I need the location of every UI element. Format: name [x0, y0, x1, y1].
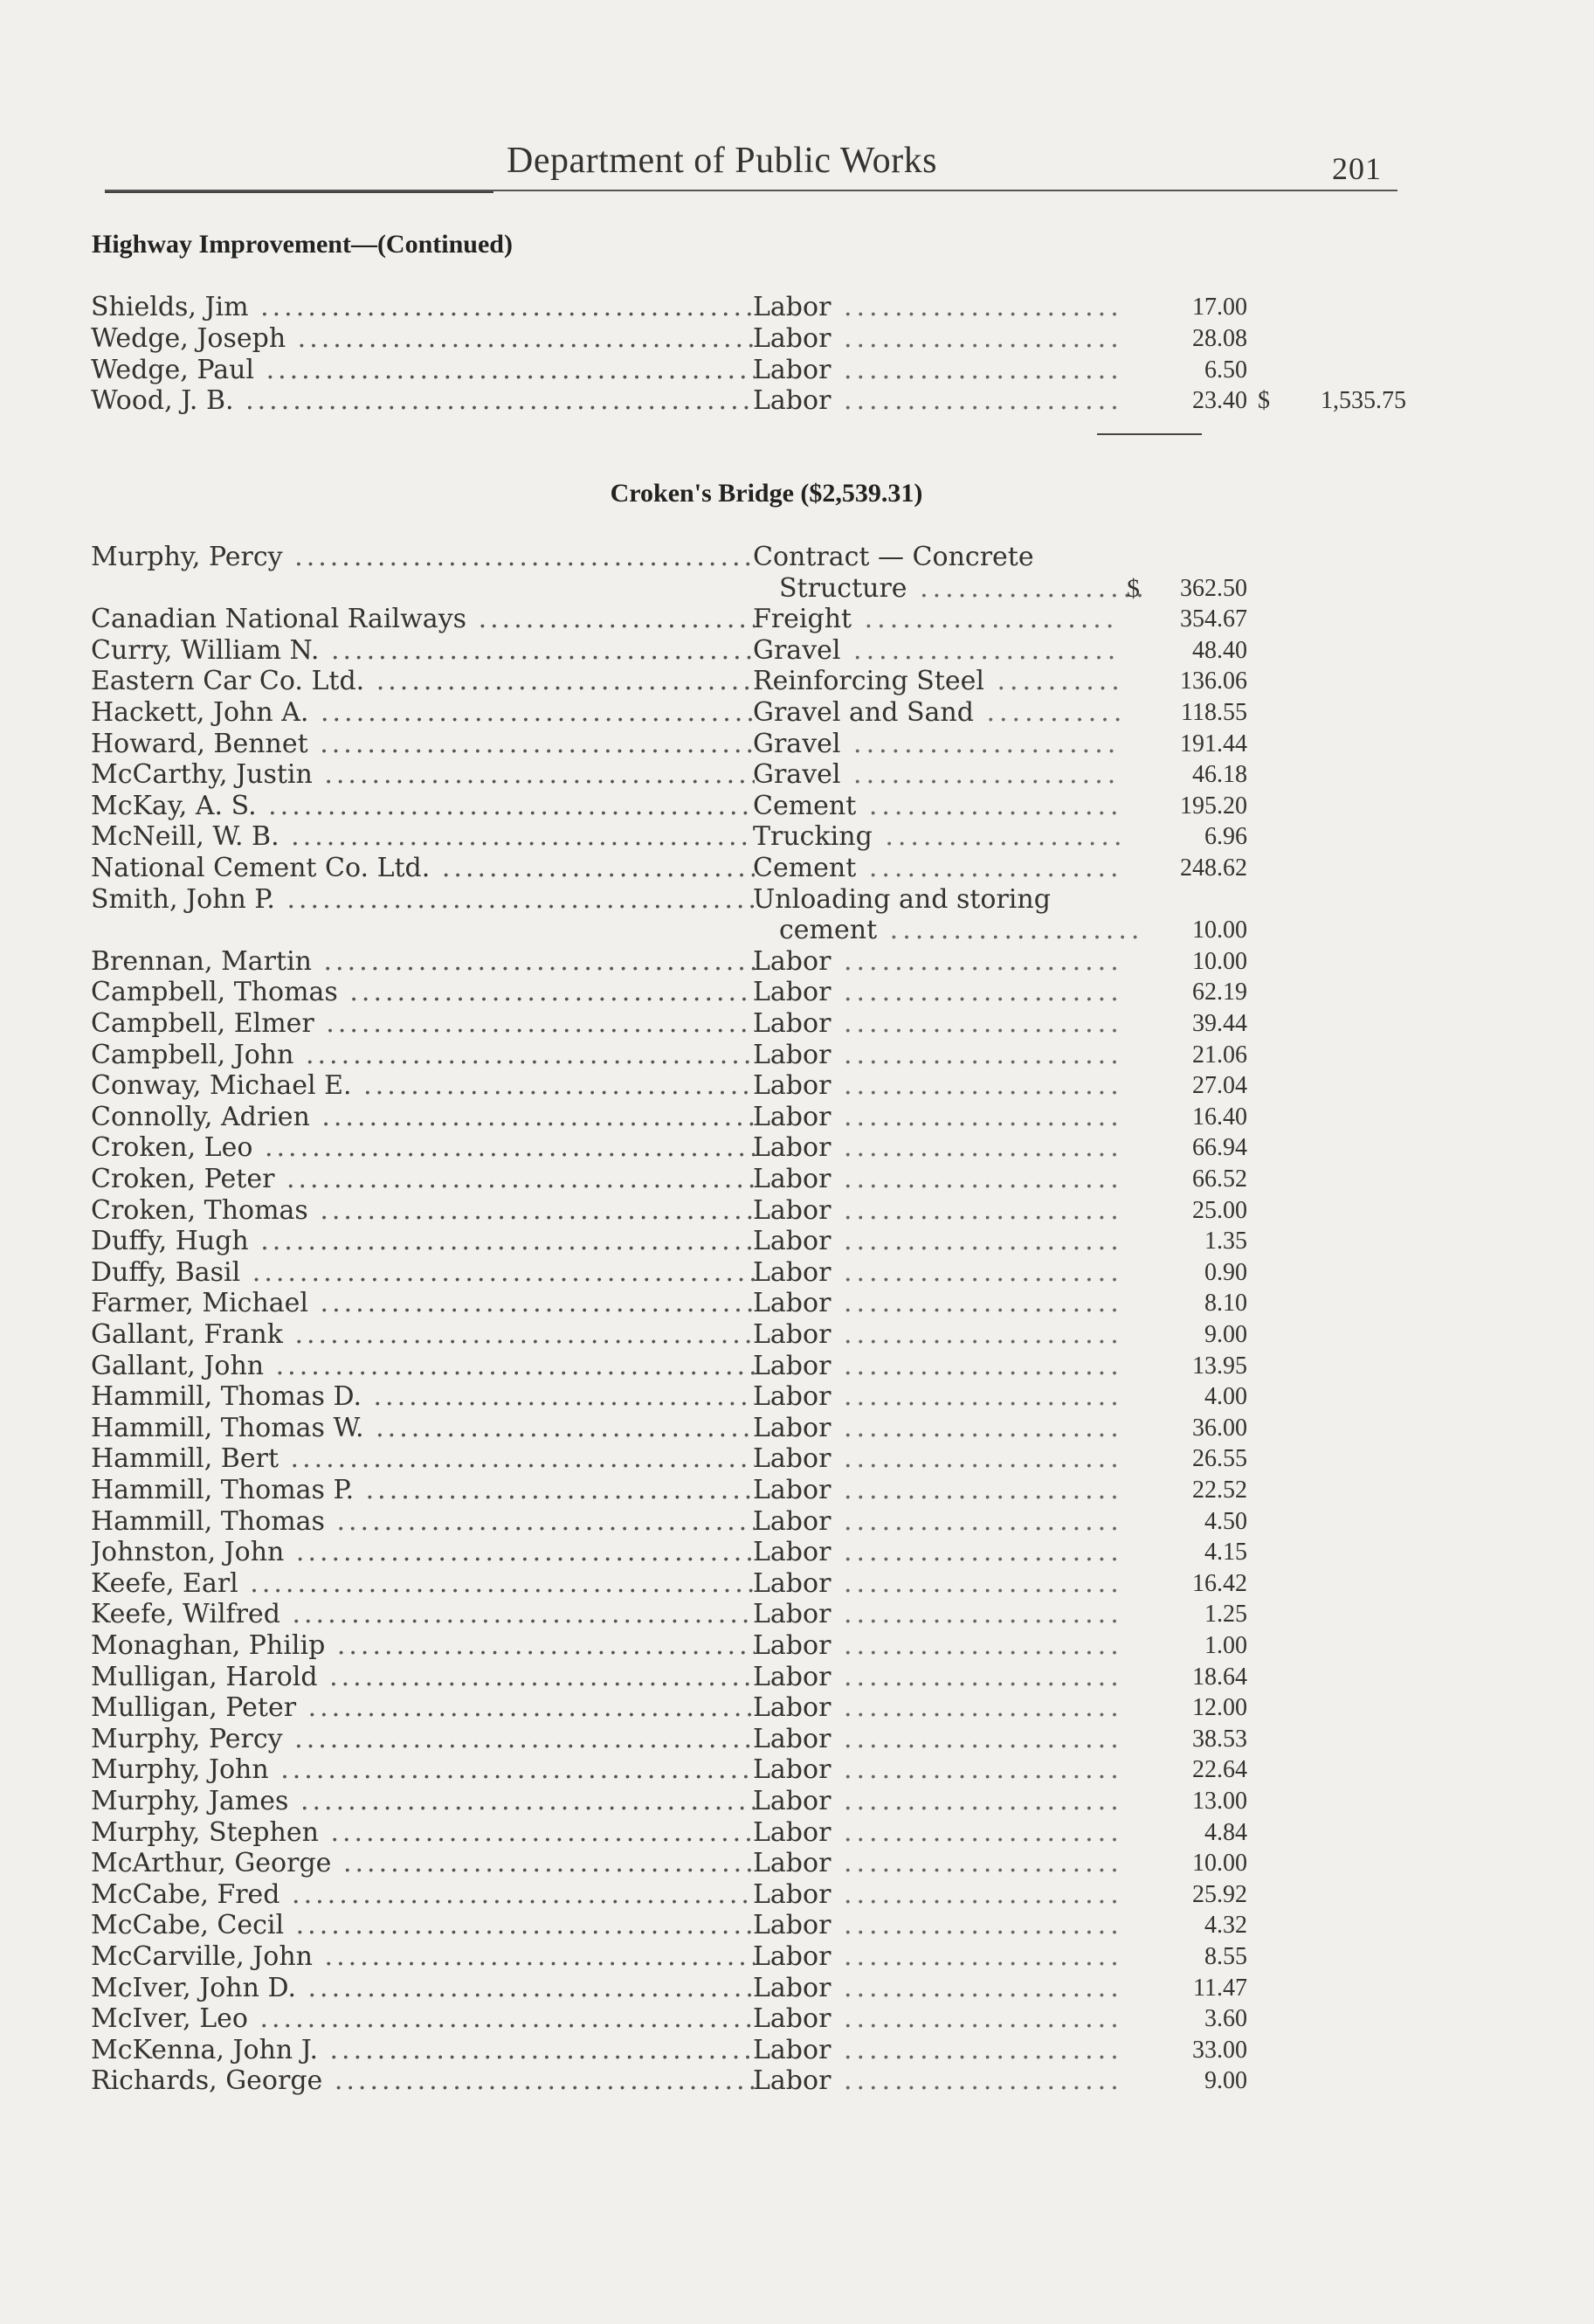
amount: 22.64 — [1192, 1756, 1247, 1784]
payee-name: Hammill, Thomas D. ..... — [91, 1381, 755, 1413]
section-heading-crokens-bridge: Croken's Bridge ($2,539.31) — [610, 479, 923, 508]
amount: 6.50 — [1204, 356, 1247, 384]
payee-name: Murphy, John ..... — [91, 1754, 755, 1786]
payee-name: Duffy, Basil ..... — [91, 1257, 755, 1289]
ledger-row — [0, 884, 1594, 916]
expense-description: Gravel ..... — [753, 759, 1120, 791]
ledger-row — [0, 1630, 1594, 1662]
expense-description: Labor ..... — [753, 1195, 1120, 1227]
amount: 6.96 — [1204, 823, 1247, 851]
expense-description: Labor ..... — [753, 1008, 1120, 1040]
ledger-row — [0, 573, 1594, 605]
expense-description: Labor ..... — [753, 1817, 1120, 1849]
expense-description: Structure ..... — [753, 573, 1146, 605]
ledger-row — [0, 1413, 1594, 1444]
expense-description: Labor ..... — [753, 1506, 1120, 1538]
expense-description: Freight ..... — [753, 604, 1120, 635]
ledger-row — [0, 1786, 1594, 1817]
amount: 21.06 — [1192, 1041, 1247, 1069]
amount: 4.84 — [1204, 1818, 1247, 1846]
ledger-row — [0, 1381, 1594, 1413]
payee-name: Mulligan, Peter ..... — [91, 1692, 755, 1724]
expense-description: Labor ..... — [753, 1754, 1120, 1786]
header-rule-left — [105, 191, 493, 193]
amount: 13.95 — [1192, 1352, 1247, 1380]
expense-description: Labor ..... — [753, 1102, 1120, 1133]
ledger-row — [0, 1879, 1594, 1911]
amount: 25.92 — [1192, 1880, 1247, 1908]
payee-name: Conway, Michael E. ..... — [91, 1070, 755, 1102]
amount: 17.00 — [1192, 294, 1247, 321]
payee-name: Campbell, Thomas ..... — [91, 977, 755, 1008]
payee-name: McArthur, George ..... — [91, 1848, 755, 1879]
expense-description: Trucking ..... — [753, 821, 1120, 853]
ledger-row — [0, 1351, 1594, 1382]
expense-description: Labor ..... — [753, 1164, 1120, 1195]
ledger-row — [0, 1288, 1594, 1319]
ledger-row — [0, 1475, 1594, 1506]
total-currency-symbol: $ — [1258, 387, 1270, 415]
payee-name: McCarthy, Justin ..... — [91, 759, 755, 791]
payee-name: McCabe, Cecil ..... — [91, 1910, 755, 1941]
amount: 354.67 — [1180, 605, 1247, 633]
ledger-row — [0, 1506, 1594, 1538]
ledger-row — [0, 1973, 1594, 2004]
payee-name: Croken, Peter ..... — [91, 1164, 755, 1195]
ledger-row — [0, 1443, 1594, 1475]
payee-name: Eastern Car Co. Ltd. ..... — [91, 666, 755, 697]
amount: 22.52 — [1192, 1477, 1247, 1504]
ledger-row — [0, 1848, 1594, 1879]
amount: 11.47 — [1193, 1974, 1247, 2002]
payee-name: Murphy, James ..... — [91, 1786, 755, 1817]
ledger-row — [0, 1102, 1594, 1133]
currency-symbol: $ — [1127, 573, 1140, 603]
payee-name: McNeill, W. B. ..... — [91, 821, 755, 853]
payee-name: McKenna, John J. ..... — [91, 2035, 755, 2066]
expense-description: Labor ..... — [753, 1132, 1120, 1164]
ledger-row — [0, 1941, 1594, 1973]
payee-name: Campbell, John ..... — [91, 1040, 755, 1071]
ledger-row — [0, 355, 1594, 386]
expense-description: Labor ..... — [753, 1443, 1120, 1475]
expense-description: Gravel ..... — [753, 729, 1120, 760]
expense-description: Labor ..... — [753, 1568, 1120, 1600]
amount: 3.60 — [1204, 2005, 1247, 2033]
ledger-row — [0, 1568, 1594, 1600]
payee-name: Shields, Jim ..... — [91, 292, 755, 323]
amount: 26.55 — [1192, 1445, 1247, 1473]
ledger-row — [0, 542, 1594, 573]
ledger-row — [0, 1070, 1594, 1102]
expense-description: Labor ..... — [753, 1879, 1120, 1911]
payee-name: Croken, Thomas ..... — [91, 1195, 755, 1227]
amount: 25.00 — [1192, 1196, 1247, 1224]
amount: 0.90 — [1204, 1258, 1247, 1286]
section-heading-crokens-bridge-wrap — [0, 479, 1594, 508]
payee-name: Gallant, John ..... — [91, 1351, 755, 1382]
ledger-row — [0, 915, 1594, 946]
expense-description: Labor ..... — [753, 1319, 1120, 1351]
expense-description: Labor ..... — [753, 1537, 1120, 1568]
payee-name: Hammill, Thomas P. ..... — [91, 1475, 755, 1506]
amount: 16.42 — [1192, 1569, 1247, 1597]
amount: 1.35 — [1204, 1228, 1247, 1255]
expense-description: Labor ..... — [753, 1381, 1120, 1413]
ledger-row — [0, 1008, 1594, 1040]
ledger-row — [0, 977, 1594, 1008]
expense-description: Labor ..... — [753, 2035, 1120, 2066]
payee-name: Hackett, John A. ..... — [91, 697, 755, 729]
amount: 8.55 — [1204, 1943, 1247, 1970]
ledger-row — [0, 821, 1594, 853]
expense-description: Labor ..... — [753, 1413, 1120, 1444]
payee-name: McIver, Leo ..... — [91, 2003, 755, 2035]
amount: 195.20 — [1180, 792, 1247, 820]
ledger-row — [0, 385, 1594, 417]
payee-name: McIver, John D. ..... — [91, 1973, 755, 2004]
amount: 9.00 — [1204, 2067, 1247, 2095]
expense-description: Unloading and storing — [753, 883, 1051, 915]
expense-description: Labor ..... — [753, 1848, 1120, 1879]
expense-description: Labor ..... — [753, 1351, 1120, 1382]
expense-description: Labor ..... — [753, 977, 1120, 1008]
payee-name: Gallant, Frank ..... — [91, 1319, 755, 1351]
amount: 46.18 — [1192, 761, 1247, 789]
ledger-row — [0, 1226, 1594, 1257]
ledger-row — [0, 635, 1594, 667]
amount: 4.50 — [1204, 1507, 1247, 1535]
payee-name: Wedge, Joseph ..... — [91, 323, 755, 355]
amount: 66.52 — [1192, 1165, 1247, 1193]
expense-description: Labor ..... — [753, 355, 1120, 386]
amount: 12.00 — [1192, 1694, 1247, 1722]
expense-description: Cement ..... — [753, 853, 1120, 884]
ledger-row — [0, 1910, 1594, 1941]
payee-name: Brennan, Martin ..... — [91, 946, 755, 978]
payee-name: Wood, J. B. ..... — [91, 385, 755, 417]
expense-description: Labor ..... — [753, 323, 1120, 355]
expense-description: Labor ..... — [753, 946, 1120, 978]
expense-description: Gravel ..... — [753, 635, 1120, 667]
payee-name: Hammill, Thomas W. ..... — [91, 1413, 755, 1444]
expense-description: Labor ..... — [753, 1910, 1120, 1941]
expense-description: Labor ..... — [753, 1630, 1120, 1662]
ledger-row — [0, 1692, 1594, 1724]
ledger-row — [0, 1754, 1594, 1786]
payee-name: National Cement Co. Ltd. ..... — [91, 853, 755, 884]
payee-name: Campbell, Elmer ..... — [91, 1008, 755, 1040]
ledger-row — [0, 666, 1594, 697]
amount: 4.15 — [1204, 1539, 1247, 1567]
section-heading-highway-improvement: Highway Improvement—(Continued) — [92, 230, 513, 259]
payee-name: Murphy, Percy ..... — [91, 1724, 755, 1755]
payee-name: Murphy, Stephen ..... — [91, 1817, 755, 1849]
ledger-row — [0, 2035, 1594, 2066]
amount: 1.00 — [1204, 1632, 1247, 1659]
expense-description: cement ..... — [753, 915, 1146, 946]
ledger-row — [0, 946, 1594, 978]
expense-description: Labor ..... — [753, 2065, 1120, 2097]
payee-name: Murphy, Percy ..... — [91, 542, 755, 573]
payee-name: McKay, A. S. ..... — [91, 791, 755, 822]
amount: 23.40 — [1192, 387, 1247, 415]
ledger-row — [0, 1164, 1594, 1195]
amount: 18.64 — [1192, 1663, 1247, 1691]
payee-name: Curry, William N. ..... — [91, 635, 755, 667]
ledger-row — [0, 2003, 1594, 2035]
amount: 28.08 — [1192, 324, 1247, 352]
amount: 8.10 — [1204, 1290, 1247, 1318]
ledger-row — [0, 729, 1594, 760]
amount: 62.19 — [1192, 979, 1247, 1006]
payee-name: Canadian National Railways ..... — [91, 604, 755, 635]
ledger-row — [0, 759, 1594, 791]
ledger-row — [0, 853, 1594, 884]
payee-name: Mulligan, Harold ..... — [91, 1662, 755, 1693]
payee-name: Hammill, Thomas ..... — [91, 1506, 755, 1538]
amount: 10.00 — [1192, 916, 1247, 944]
expense-description: Labor ..... — [753, 1070, 1120, 1102]
expense-description: Labor ..... — [753, 1475, 1120, 1506]
expense-description: Labor ..... — [753, 1288, 1120, 1319]
payee-name: Hammill, Bert ..... — [91, 1443, 755, 1475]
payee-name: Duffy, Hugh ..... — [91, 1226, 755, 1257]
payee-name: Croken, Leo ..... — [91, 1132, 755, 1164]
amount: 1.25 — [1204, 1601, 1247, 1629]
ledger-row — [0, 1257, 1594, 1289]
section-total: 1,535.75 — [1321, 387, 1406, 415]
ledger-row — [0, 1599, 1594, 1630]
amount: 9.00 — [1204, 1321, 1247, 1348]
expense-description: Labor ..... — [753, 1941, 1120, 1973]
ledger-row — [0, 604, 1594, 635]
amount: 13.00 — [1192, 1788, 1247, 1815]
ledger-row — [0, 323, 1594, 355]
payee-name: Farmer, Michael ..... — [91, 1288, 755, 1319]
amount: 36.00 — [1192, 1414, 1247, 1442]
payee-name: Howard, Bennet ..... — [91, 729, 755, 760]
amount: 33.00 — [1192, 2036, 1247, 2064]
payee-name: McCarville, John ..... — [91, 1941, 755, 1973]
ledger-row — [0, 697, 1594, 729]
amount: 38.53 — [1192, 1725, 1247, 1753]
subtotal-rule — [1097, 433, 1202, 435]
expense-description: Labor ..... — [753, 2003, 1120, 2035]
amount: 191.44 — [1180, 730, 1247, 757]
expense-description: Labor ..... — [753, 292, 1120, 323]
amount: 136.06 — [1180, 667, 1247, 695]
amount: 4.00 — [1204, 1383, 1247, 1411]
payee-name: Keefe, Earl ..... — [91, 1568, 755, 1600]
expense-description: Labor ..... — [753, 1973, 1120, 2004]
expense-description: Labor ..... — [753, 1786, 1120, 1817]
amount: 16.40 — [1192, 1103, 1247, 1131]
amount: 27.04 — [1192, 1072, 1247, 1100]
amount: 48.40 — [1192, 636, 1247, 664]
amount: 10.00 — [1192, 1850, 1247, 1878]
page-number: 201 — [1332, 151, 1382, 186]
amount: 248.62 — [1180, 854, 1247, 882]
expense-description: Labor ..... — [753, 1226, 1120, 1257]
payee-name: McCabe, Fred ..... — [91, 1879, 755, 1911]
expense-description: Labor ..... — [753, 1040, 1120, 1071]
expense-description: Cement ..... — [753, 791, 1120, 822]
payee-name: Monaghan, Philip ..... — [91, 1630, 755, 1662]
expense-description: Contract — Concrete — [753, 542, 1034, 572]
ledger-row — [0, 1817, 1594, 1849]
payee-name: Richards, George ..... — [91, 2065, 755, 2097]
expense-description: Labor ..... — [753, 1692, 1120, 1724]
amount: 39.44 — [1192, 1010, 1247, 1037]
page-header-title: Department of Public Works — [507, 141, 937, 181]
ledger-row — [0, 2065, 1594, 2097]
payee-name: Wedge, Paul ..... — [91, 355, 755, 386]
ledger-row — [0, 1662, 1594, 1693]
amount: 362.50 — [1180, 574, 1247, 602]
ledger-row — [0, 1724, 1594, 1755]
amount: 4.32 — [1204, 1912, 1247, 1940]
amount: 118.55 — [1181, 699, 1247, 726]
expense-description: Labor ..... — [753, 1724, 1120, 1755]
ledger-row — [0, 1040, 1594, 1071]
expense-description: Labor ..... — [753, 1662, 1120, 1693]
ledger-row — [0, 292, 1594, 323]
payee-name: Johnston, John ..... — [91, 1537, 755, 1568]
amount: 66.94 — [1192, 1134, 1247, 1162]
ledger-row — [0, 1537, 1594, 1568]
expense-description: Reinforcing Steel ..... — [753, 666, 1120, 697]
ledger-row — [0, 1319, 1594, 1351]
ledger-row — [0, 791, 1594, 822]
ledger-row — [0, 1195, 1594, 1227]
amount: 10.00 — [1192, 947, 1247, 975]
payee-name: Connolly, Adrien ..... — [91, 1102, 755, 1133]
payee-name: Keefe, Wilfred ..... — [91, 1599, 755, 1630]
expense-description: Labor ..... — [753, 1599, 1120, 1630]
expense-description: Labor ..... — [753, 385, 1120, 417]
expense-description: Gravel and Sand ..... — [753, 697, 1120, 729]
expense-description: Labor ..... — [753, 1257, 1120, 1289]
payee-name: Smith, John P. ..... — [91, 884, 755, 916]
ledger-row — [0, 1132, 1594, 1164]
